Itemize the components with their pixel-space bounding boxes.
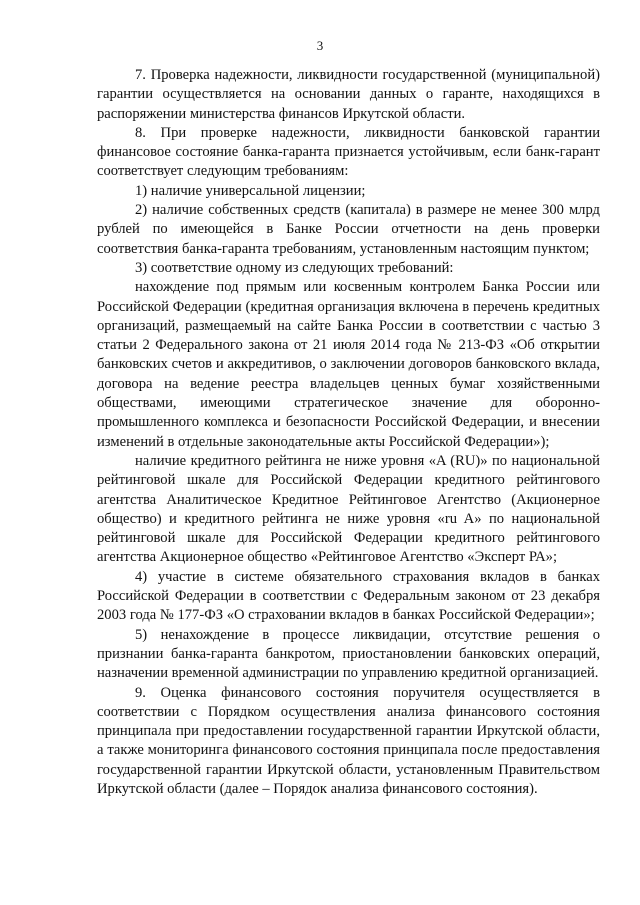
- requirement-3: 3) соответствие одному из следующих требований:: [135, 259, 454, 276]
- requirement-3-control: нахождение под прямым или косвенным контролем Банка России или Российской Федерации (кредитная организация включена в перечень кредитных организаций, размещаемый на сайте Банка России в соответствии с частью 3 статьи 2 Федерального закона от 21 июля 2014 года № 213-ФЗ «Об открытии банковских счетов и аккредитивов, о заключении договоров банковского вклада, договора на ведение реестра владельцев ценных бумаг хозяйственными обществами, имеющими стратегическое значение для оборонно-промышленного комплекса и безопасности Российской Федерации, и внесении изменений в отдельные законодательные акты Российской Федерации»);: [97, 279, 600, 450]
- requirement-4: 4) участие в системе обязательного страхования вкладов в банках Российской Федерации в соответствии с Федеральным законом от 23 декабря 2003 года № 177-ФЗ «О страховании вкладов в банках Российской Федерации»;: [97, 568, 600, 624]
- paragraph-7: 7. Проверка надежности, ликвидности государственной (муниципальной) гарантии осуществляется на основании данных о гаранте, находящихся в распоряжении министерства финансов Иркутской области.: [97, 67, 600, 122]
- page-number: 3: [316, 38, 324, 53]
- requirement-5: 5) ненахождение в процессе ликвидации, отсутствие решения о признании банка-гаранта банкротом, приостановлении банковских операций, назначении временной администрации по управлению кредитной организацией.: [97, 626, 600, 682]
- paragraph-9: 9. Оценка финансового состояния поручителя осуществляется в соответствии с Порядком осуществления анализа финансового состояния принципала при предоставлении государственной гарантии Иркутской области, а также мониторинга финансового состояния принципала после предоставления государственной гарантии Иркутской области, установленным Правительством Иркутской области (далее – Порядок анализа финансового состояния).: [97, 684, 600, 797]
- requirement-1: 1) наличие универсальной лицензии;: [135, 182, 366, 199]
- paragraph-8: 8. При проверке надежности, ликвидности банковской гарантии финансовое состояние банка-гаранта признается устойчивым, если банк-гарант соответствует следующим требованиям:: [97, 124, 600, 180]
- requirement-3-rating: наличие кредитного рейтинга не ниже уровня «A (RU)» по национальной рейтинговой шкале для Российской Федерации кредитного рейтингового агентства Аналитическое Кредитное Рейтинговое Агентство (Акционерное общество) и кредитного рейтинга не ниже уровня «ru A» по национальной рейтинговой шкале для Российской Федерации кредитного рейтингового агентства Акционерное общество «Рейтинговое Агентство «Эксперт РА»;: [97, 452, 600, 566]
- requirement-2: 2) наличие собственных средств (капитала) в размере не менее 300 млрд рублей по имеющейся в Банке России отчетности на день проверки соответствия банка-гаранта требованиям, установленным настоящим пунктом;: [97, 202, 600, 257]
- document-body: [97, 66, 600, 799]
